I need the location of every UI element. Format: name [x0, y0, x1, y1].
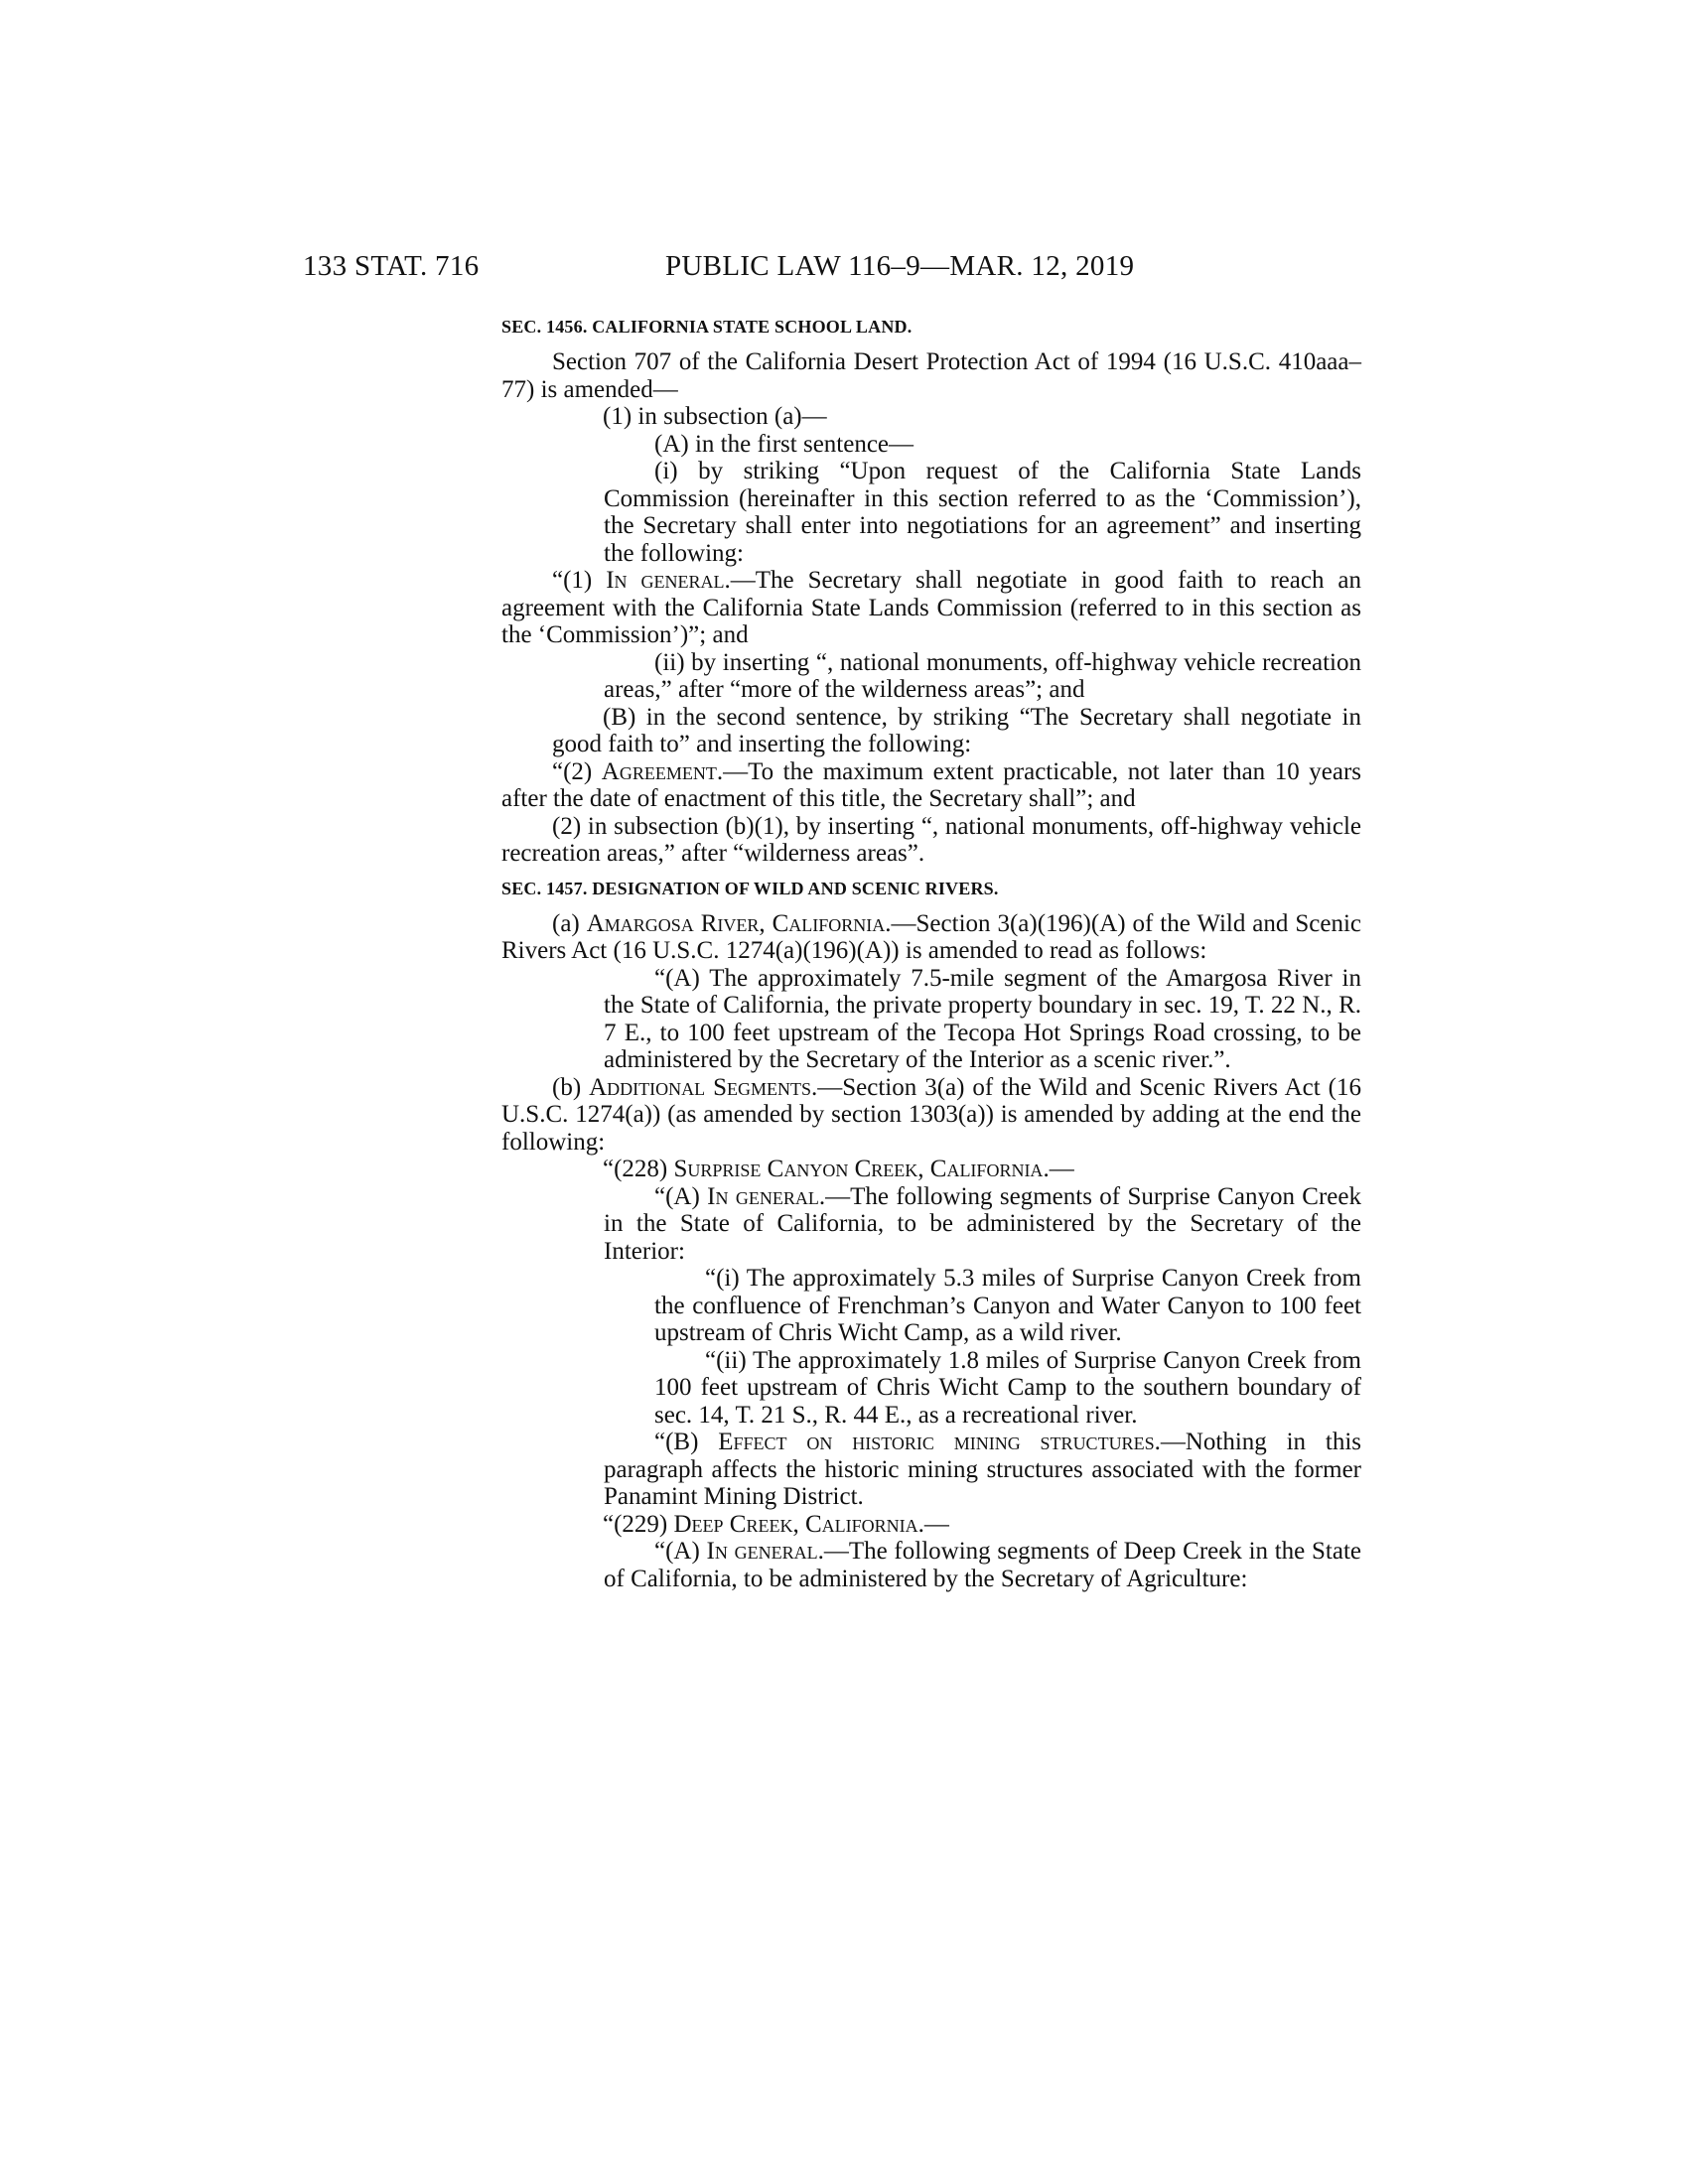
quoted-paragraph-text: .—To the maximum extent practicable, not later than 10 years after the date of enactment of this title, the Secretary shall”; and: [501, 757, 1361, 812]
paragraph-dash: .—: [917, 1510, 949, 1538]
section-1456-heading: SEC. 1456. CALIFORNIA STATE SCHOOL LAND.: [501, 317, 913, 337]
subsection-text: .—Section 3(a)(196)(A) of the Wild and Scenic Rivers Act (16 U.S.C. 1274(a)(196)(A)) is amended to read as follows:: [501, 909, 1361, 964]
paragraph-heading: Surprise Canyon Creek, California: [673, 1156, 1044, 1182]
subparagraph-B: (B) in the second sentence, by striking “The Secretary shall negotiate in good faith to” and inserting the following:: [552, 703, 1361, 757]
paragraph-228-B: [501, 1429, 1361, 1511]
subsection-b: [501, 1074, 1361, 1157]
paragraph-228-A-ii: “(ii) The approximately 1.8 miles of Surprise Canyon Creek from 100 feet upstream of Chris Wicht Camp to the southern boundary of sec. 14, T. 21 S., R. 44 E., as a recreational river.: [654, 1346, 1361, 1429]
subparagraph-heading: Effect on historic mining structures: [718, 1429, 1155, 1455]
quoted-paragraph-heading: Agreement: [601, 757, 717, 785]
paragraph-number: “(229): [603, 1510, 674, 1538]
subsection-number: (b): [552, 1073, 590, 1101]
subparagraph-number: “(A): [654, 1538, 707, 1565]
subsection-number: (a): [552, 909, 587, 937]
paragraph-1: (1) in subsection (a)—: [603, 403, 827, 430]
section-1456-intro: Section 707 of the California Desert Protection Act of 1994 (16 U.S.C. 410aaa–77) is amended—: [501, 348, 1361, 403]
subparagraph-text: .—Nothing in this paragraph affects the historic mining structures associated with the former Panamint Mining District.: [604, 1429, 1362, 1510]
subparagraph-number: “(B): [654, 1429, 719, 1455]
paragraph-2: (2) in subsection (b)(1), by inserting “, national monuments, off-highway vehicle recreation areas,” after “wilderness areas”.: [501, 812, 1361, 867]
quoted-paragraph-2: [501, 758, 1361, 813]
clause-ii: (ii) by inserting “, national monuments, off-highway vehicle recreation areas,” after “more of the wilderness areas”; and: [604, 648, 1361, 703]
subsection-heading: Additional Segments: [589, 1073, 811, 1101]
paragraph-229: [501, 1511, 1361, 1539]
document-body: [501, 316, 1361, 1592]
subsection-heading: Amargosa River, California: [586, 909, 886, 937]
section-1457-heading: SEC. 1457. DESIGNATION OF WILD AND SCENIC RIVERS.: [501, 878, 999, 898]
paragraph-number: “(228): [603, 1156, 674, 1182]
subparagraph-number: “(A): [654, 1182, 708, 1210]
quoted-paragraph-text: .—The Secretary shall negotiate in good faith to reach an agreement with the California State Lands Commission (referred to in this section as the ‘Commission’)”; and: [501, 567, 1362, 648]
subsection-text: .—Section 3(a) of the Wild and Scenic Rivers Act (16 U.S.C. 1274(a)) (as amended by section 1303(a)) is amended by adding at the end the following:: [501, 1073, 1361, 1156]
paragraph-229-A: [501, 1538, 1361, 1592]
quoted-paragraph-heading: In general: [606, 567, 725, 594]
page-header: [0, 250, 1688, 290]
subparagraph-heading: In general: [707, 1182, 819, 1210]
subparagraph-A: (A) in the first sentence—: [654, 430, 914, 458]
subsection-a: [501, 910, 1361, 965]
paragraph-dash: .—: [1043, 1156, 1074, 1182]
quoted-paragraph-number: “(2): [552, 757, 602, 785]
paragraph-228: [501, 1156, 1361, 1183]
subparagraph-text: .—The following segments of Surprise Canyon Creek in the State of California, to be administered by the Secretary of the Interior:: [604, 1182, 1361, 1265]
subparagraph-text: .—The following segments of Deep Creek in the State of California, to be administered by the Secretary of Agriculture:: [604, 1538, 1361, 1592]
paragraph-228-A-i: “(i) The approximately 5.3 miles of Surprise Canyon Creek from the confluence of Frenchman’s Canyon and Water Canyon to 100 feet upstream of Chris Wicht Camp, as a wild river.: [654, 1265, 1361, 1346]
subparagraph-heading: In general: [706, 1538, 818, 1565]
paragraph-heading: Deep Creek, California: [673, 1510, 918, 1538]
clause-i: (i) by striking “Upon request of the California State Lands Commission (hereinafter in this section referred to as the ‘Commission’), the Secretary shall enter into negotiations for an agreement” and inserting the following:: [604, 458, 1361, 567]
statute-page-number: 133 STAT. 716: [303, 250, 480, 282]
paragraph-228-A: [501, 1183, 1361, 1266]
public-law-running-head: PUBLIC LAW 116–9—MAR. 12, 2019: [665, 250, 1135, 282]
quoted-paragraph-1: [501, 567, 1361, 649]
subsection-a-quote: “(A) The approximately 7.5-mile segment of the Amargosa River in the State of California, the private property boundary in sec. 19, T. 22 N., R. 7 E., to 100 feet upstream of the Tecopa Hot Springs Road crossing, to be administered by the Secretary of the Interior as a scenic river.”.: [604, 964, 1361, 1073]
quoted-paragraph-number: “(1): [552, 567, 607, 594]
